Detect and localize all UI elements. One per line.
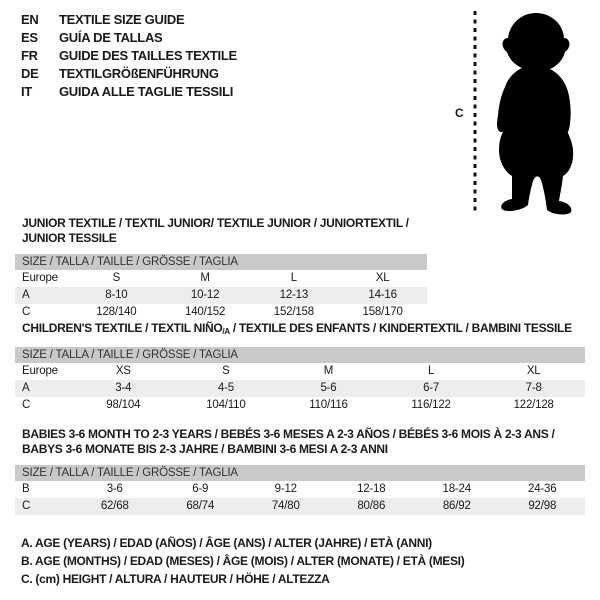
junior-textile-section [15,216,427,321]
size-cell: XS [115,365,131,377]
section-title-line2: BABYS 3-6 MONATE BIS 2-3 JAHRE / BAMBINI 3-6 MESI A 2-3 ANNI [22,442,388,456]
size-cell: XL [526,365,541,377]
table-row [15,397,585,414]
title-part: / TEXTILE DES ENFANTS / KINDERTEXTIL / BAMBINI TESSILE [229,321,572,335]
row-label: C [22,500,31,512]
language-row-de [21,65,237,83]
section-title-line1: BABIES 3-6 MONTH TO 2-3 YEARS / BEBÉS 3-6 MESES A 2-3 AÑOS / BÉBÉS 3-6 MOIS À 2-3 ANS / [22,427,555,441]
age-cell: 6-7 [423,382,440,394]
age-cell: 3-6 [106,483,123,495]
height-cell: 80/86 [357,500,386,512]
section-title: JUNIOR TEXTILE / TEXTIL JUNIOR/ TEXTILE JUNIOR / JUNIORTEXTIL / JUNIOR TESSILE [22,216,409,245]
table-row [15,363,585,380]
size-cell: M [200,272,210,284]
age-cell: 18-24 [442,483,471,495]
row-label: Europe [22,272,58,284]
language-label: GUÍA DE TALLAS [59,30,163,45]
language-label: GUIDA ALLE TAGLIE TESSILI [59,84,234,99]
row-label: A [22,382,30,394]
size-cell: M [323,365,334,377]
table-row [15,304,427,321]
age-cell: 3-4 [115,382,132,394]
note-c: C. (cm) HEIGHT / ALTURA / HAUTEUR / HÖHE / ALTEZZA [21,572,330,586]
language-row-fr [21,47,237,65]
language-row-en [21,11,237,29]
height-cell: 62/68 [100,500,129,512]
table-row [15,498,585,515]
age-cell: 14-16 [368,289,397,301]
height-cell: 104/110 [206,399,246,411]
table-row [15,270,427,287]
age-cell: 10-12 [190,289,220,301]
language-row-it [21,83,237,101]
title-part: CHILDREN'S TEXTILE / TEXTIL NIÑO [22,321,223,335]
language-guide-list [21,11,237,101]
height-cell: 116/122 [411,399,451,411]
language-label: GUIDE DES TAILLES TEXTILE [59,48,237,63]
size-header-bar: SIZE / TALLA / TAILLE / GRÖSSE / TAGLIA [15,347,585,363]
height-measure-figure [448,5,590,217]
height-cell: 98/104 [106,399,141,411]
size-cell: S [112,272,121,284]
height-cell: 140/152 [185,306,226,318]
size-cell: L [427,365,435,377]
table-row [15,481,585,498]
height-cell: 74/80 [271,500,300,512]
note-b: B. AGE (MONTHS) / EDAD (MESES) / ÂGE (MOIS) / ALTER (MONATE) / ETÀ (MESI) [21,554,465,568]
size-cell: S [222,365,230,377]
age-cell: 12-18 [357,483,386,495]
height-cell: 158/170 [362,306,403,318]
language-code: EN [21,12,39,27]
age-cell: 5-6 [320,382,337,394]
size-header-bar: SIZE / TALLA / TAILLE / GRÖSSE / TAGLIA [15,465,585,481]
size-header-bar: SIZE / TALLA / TAILLE / GRÖSSE / TAGLIA [15,254,427,270]
age-cell: 9-12 [274,483,297,495]
measure-label-c: C [455,106,464,120]
language-code: IT [21,84,32,99]
table-row [15,287,427,304]
language-row-es [21,29,237,47]
size-cell: XL [375,272,390,284]
size-cell: L [290,272,297,284]
row-label: A [22,289,30,301]
age-cell: 24-36 [528,483,557,495]
age-cell: 12-13 [279,289,309,301]
table-row [15,380,585,397]
height-cell: 122/128 [513,399,554,411]
legend-notes [21,534,464,588]
height-cell: 110/116 [309,399,348,411]
row-label: C [22,306,31,318]
age-cell: 8-10 [105,289,128,301]
language-label: TEXTILE SIZE GUIDE [59,12,185,27]
height-cell: 86/92 [442,500,471,512]
age-cell: 6-9 [192,483,209,495]
row-label: C [22,399,31,411]
height-cell: 152/158 [273,306,314,318]
age-cell: 4-5 [217,382,234,394]
row-label: B [22,483,30,495]
childrens-textile-section [15,321,585,414]
language-code: FR [21,48,38,63]
language-label: TEXTILGRÖßENFÜHRUNG [59,66,219,81]
row-label: Europe [22,365,58,377]
language-code: ES [21,30,38,45]
note-a: A. AGE (YEARS) / EDAD (AÑOS) / ÂGE (ANS) / ALTER (JAHRE) / ETÀ (ANNI) [21,536,432,550]
language-code: DE [21,66,39,81]
age-cell: 7-8 [525,382,542,394]
height-cell: 68/74 [186,500,215,512]
babies-textile-section [15,427,585,515]
baby-silhouette-shape [497,13,573,214]
title-subscript: /A [222,327,230,336]
baby-silhouette-icon [448,5,590,217]
section-title [22,321,585,339]
height-cell: 128/140 [96,306,137,318]
height-cell: 92/98 [528,500,557,512]
